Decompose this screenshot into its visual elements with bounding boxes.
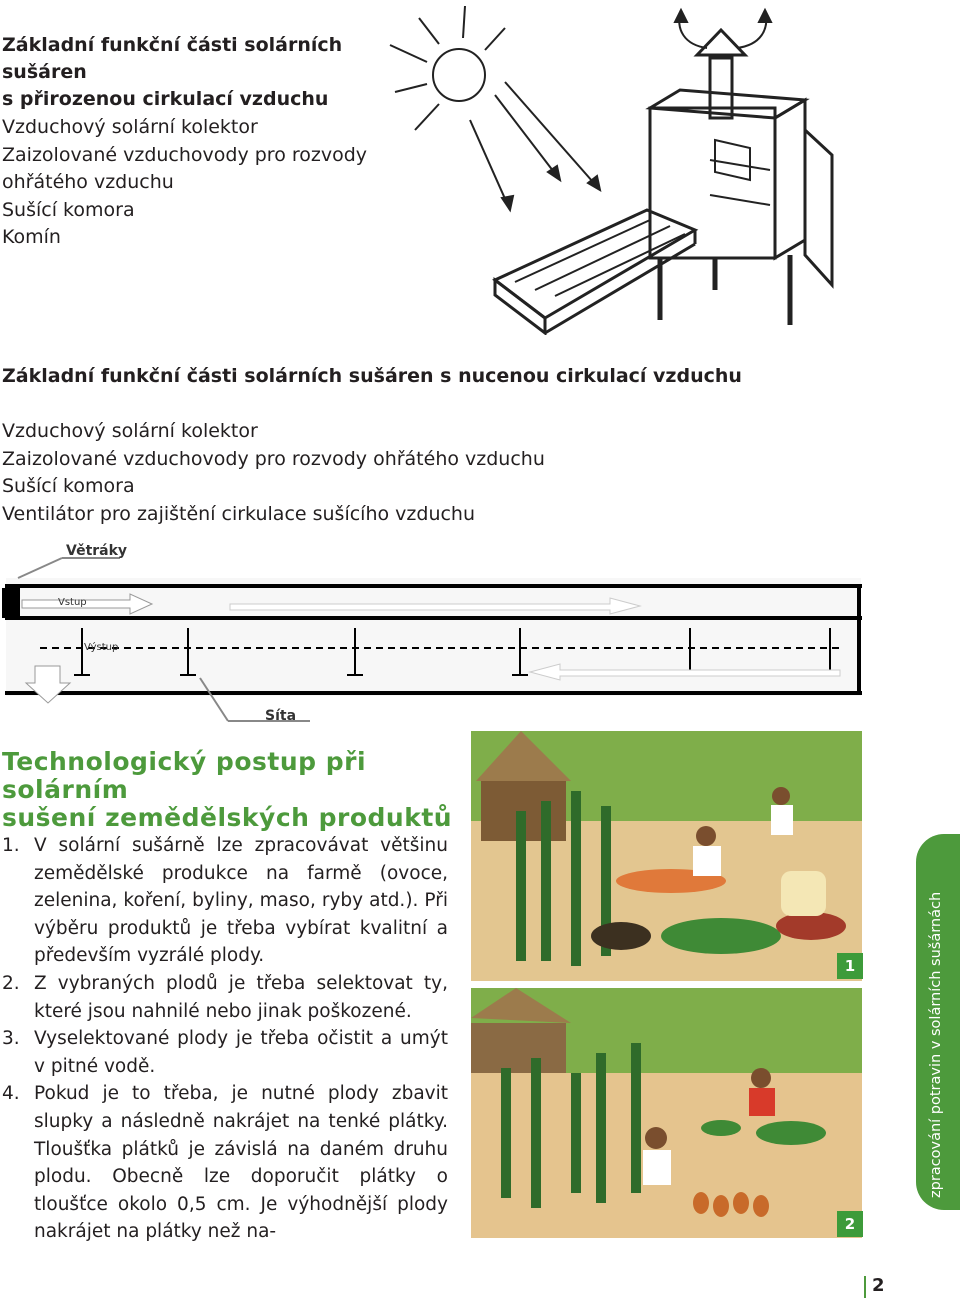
page-number: 2: [872, 1275, 885, 1296]
tech-steps: [2, 832, 448, 1246]
side-tab-text: zpracování potravin v solárních sušárnách: [928, 891, 944, 1198]
forced-item: Zaizolované vzduchovody pro rozvody ohřátého vzduchu: [2, 447, 545, 470]
step-text: Pokud je to třeba, je nutné plody zbavit slupky a následně nakrájet na tenké plátky. Tloušťka plátků je závislá na daném druhu plodu. Obecně lze doporučit plátky o tloušťce okolo 0,5 cm. Je výhodnější plody nakrájet na plátky než na-: [34, 1083, 448, 1243]
step-number: 2.: [2, 972, 20, 994]
page-number-divider: [864, 1276, 866, 1298]
step-text: Z vybraných plodů je třeba selektovat ty, které jsou nahnilé nebo jinak poškozené.: [34, 972, 448, 1022]
side-tab: [916, 834, 960, 1210]
forced-parts-list: [2, 418, 562, 528]
tech-title-line-2: sušení zemědělských produktů: [2, 803, 453, 832]
step-number: 1.: [2, 835, 20, 856]
forced-title: Základní funkční části solárních sušáren s nucenou cirkulací vzduchu: [2, 365, 742, 387]
forced-item: Sušící komora: [2, 475, 135, 497]
label-vents: Větráky: [66, 543, 128, 559]
label-sieves: Síta: [265, 708, 297, 724]
natural-item: Sušící komora: [2, 198, 135, 221]
figure-badge-2: 2: [837, 1211, 863, 1237]
figure-badge-1: 1: [837, 953, 863, 979]
natural-dryer-illustration: [385, 0, 845, 335]
tech-title-line-1: Technologický postup při solárním: [2, 747, 367, 804]
step-item: [2, 970, 448, 1025]
natural-title-line-2: s přirozenou cirkulací vzduchu: [2, 88, 329, 110]
step-text: V solární sušárně lze zpracovávat většinu zemědělské produkce na farmě (ovoce, zelenina, koření, byliny, maso, ryby atd.). Při výběru produktů je třeba vybírat kvalitní a především vyzrálé plody.: [34, 835, 448, 967]
step-number: 3.: [2, 1028, 20, 1050]
natural-item: Zaizolované vzduchovody pro rozvody: [2, 143, 368, 166]
farm-illustration-1: [471, 731, 862, 981]
farm-illustration-2: [471, 988, 862, 1238]
natural-parts-list: [2, 114, 382, 252]
forced-dryer-diagram: [0, 538, 866, 730]
step-item: [2, 1080, 448, 1246]
step-item: [2, 832, 448, 970]
step-number: 4.: [2, 1083, 20, 1105]
natural-item: ohřátého vzduchu: [2, 171, 174, 193]
step-text: Vyselektované plody je třeba očistit a umýt v pitné vodě.: [34, 1028, 448, 1077]
natural-item: Vzduchový solární kolektor: [2, 116, 258, 138]
sun-icon: [433, 49, 485, 101]
tech-title: [2, 748, 462, 832]
step-item: [2, 1025, 448, 1080]
label-input: Vstup: [58, 597, 87, 608]
forced-item: Ventilátor pro zajištění cirkulace sušícího vzduchu: [2, 502, 476, 525]
natural-item: Komín: [2, 226, 61, 248]
forced-item: Vzduchový solární kolektor: [2, 420, 258, 442]
natural-title: [2, 32, 402, 113]
natural-title-line-1: Základní funkční části solárních sušáren: [2, 34, 343, 83]
label-output: Výstup: [84, 642, 119, 653]
